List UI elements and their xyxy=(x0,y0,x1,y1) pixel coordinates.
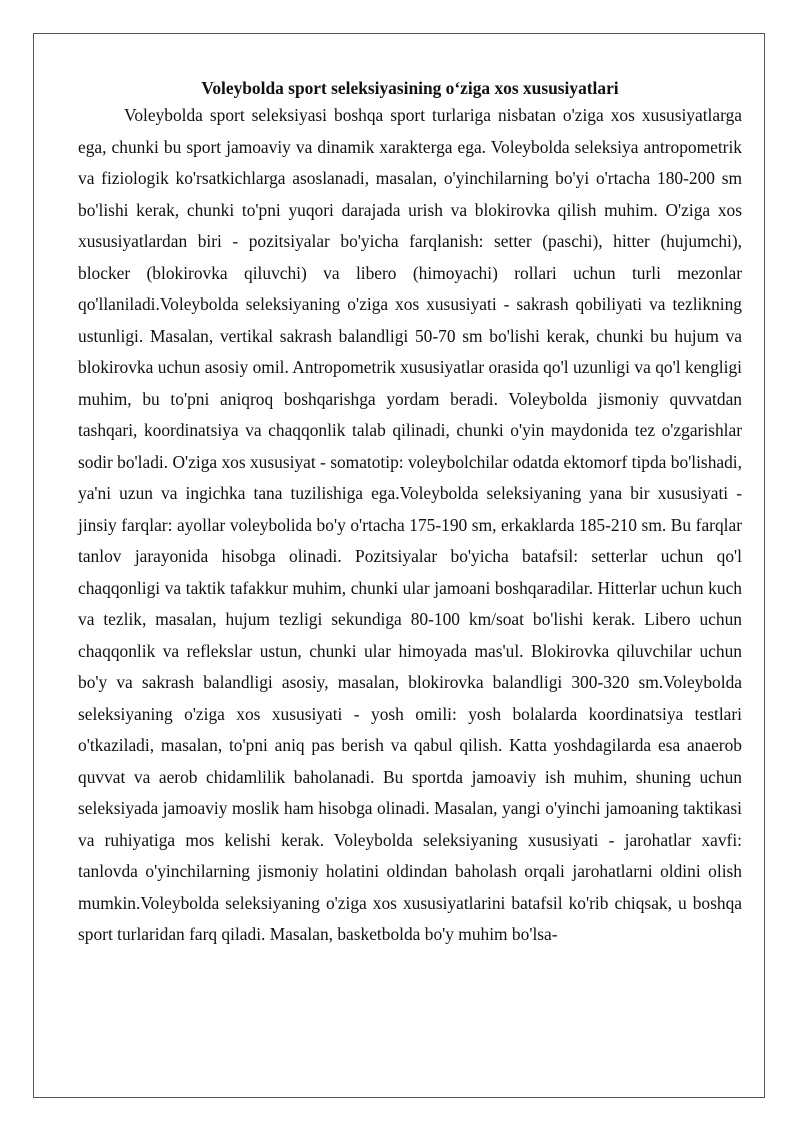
document-title: Voleybolda sport seleksiyasining o‘ziga xos xususiyatlari xyxy=(201,78,619,98)
document-content xyxy=(78,78,742,951)
body-paragraph: Voleybolda sport seleksiyasi boshqa sport turlariga nisbatan o'ziga xos xususiyatlarga ega, chunki bu sport jamoaviy va dinamik xarakterga ega. Voleybolda seleksiya antropometrik va fiziologik ko'rsatkichlarga asoslanadi, masalan, o'yinchilarning bo'yi o'rtacha 180-200 sm bo'lishi kerak, chunki to'pni yuqori darajada urish va blokirovka qilish muhim. O'ziga xos xususiyatlardan biri - pozitsiyalar bo'yicha farqlanish: setter (paschi), hitter (hujumchi), blocker (blokirovka qiluvchi) va libero (himoyachi) rollari uchun turli mezonlar qo'llaniladi.Voleybolda seleksiyaning o'ziga xos xususiyati - sakrash qobiliyati va tezlikning ustunligi. Masalan, vertikal sakrash balandligi 50-70 sm bo'lishi kerak, chunki bu hujum va blokirovka uchun asosiy omil. Antropometrik xususiyatlar orasida qo'l uzunligi va qo'l kengligi muhim, bu to'pni aniqroq boshqarishga yordam beradi. Voleybolda jismoniy quvvatdan tashqari, koordinatsiya va chaqqonlik talab qilinadi, chunki o'yin maydonida tez o'zgarishlar sodir bo'ladi. O'ziga xos xususiyat - somatotip: voleybolchilar odatda ektomorf tipda bo'lishadi, ya'ni uzun va ingichka tana tuzilishiga ega.Voleybolda seleksiyaning yana bir xususiyati - jinsiy farqlar: ayollar voleybolida bo'y o'rtacha 175-190 sm, erkaklarda 185-210 sm. Bu farqlar tanlov jarayonida hisobga olinadi. Pozitsiyalar bo'yicha batafsil: setterlar uchun qo'l chaqqonligi va taktik tafakkur muhim, chunki ular jamoani boshqaradilar. Hitterlar uchun kuch va tezlik, masalan, hujum tezligi sekundiga 80-100 km/soat bo'lishi kerak. Libero uchun chaqqonlik va reflekslar ustun, chunki ular himoyada mas'ul. Blokirovka qiluvchilar uchun bo'y va sakrash balandligi asosiy, masalan, blokirovka balandligi 300-320 sm.Voleybolda seleksiyaning o'ziga xos xususiyati - yosh omili: yosh bolalarda koordinatsiya testlari o'tkaziladi, masalan, to'pni aniq pas berish va qabul qilish. Katta yoshdagilarda esa anaerob quvvat va aerob chidamlilik baholanadi. Bu sportda jamoaviy ish muhim, shuning uchun seleksiyada jamoaviy moslik ham hisobga olinadi. Masalan, yangi o'yinchi jamoaning taktikasi va ruhiyatiga mos kelishi kerak. Voleybolda seleksiyaning xususiyati - jarohatlar xavfi: tanlovda o'yinchilarning jismoniy holatini oldindan baholash orqali jarohatlarni oldini olish mumkin.Voleybolda seleksiyaning o'ziga xos xususiyatlarini batafsil ko'rib chiqsak, u boshqa sport turlaridan farq qiladi. Masalan, basketbolda bo'y muhim bo'lsa- xyxy=(78,105,742,944)
